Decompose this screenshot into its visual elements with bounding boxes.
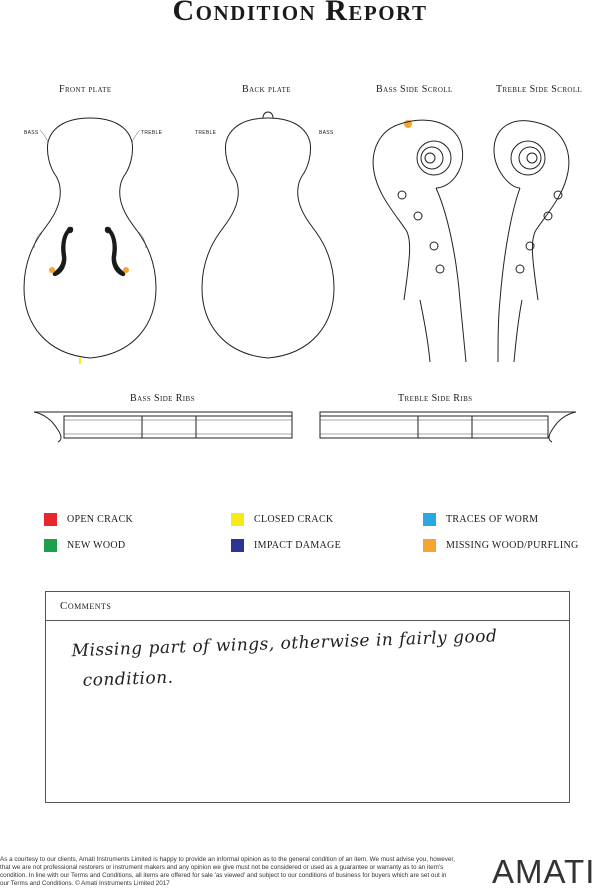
legend-impact-damage: IMPACT DAMAGE (231, 539, 341, 552)
front-plate-outline (24, 118, 156, 358)
handwritten-line-1: Missing part of wings, otherwise in fairly good (71, 626, 498, 662)
legend-swatch (423, 513, 436, 526)
legend-swatch (44, 513, 57, 526)
back-treble-label: treble (195, 129, 217, 136)
comments-box (45, 591, 570, 803)
disclaimer-text: As a courtesy to our clients, Amati Instruments Limited is happy to provide an informal opinion as to the general condition of an item. We must advise you, however, that we are not professional restorers or instrument makers and any opinion we give must not be considered or used as a guarantee or warranty as to an item's condition. In line with our Terms and Conditions, all items are offered for sale 'as viewed' and subject to our conditions of business for buyers which are set out in our Terms and Conditions. © Amati Instruments Limited 2017 (0, 856, 455, 887)
bass-scroll-outline (373, 120, 466, 362)
front-bass-label: bass (24, 129, 39, 136)
legend-traces-of-worm: TRACES OF WORM (423, 513, 538, 526)
treble-side-ribs-label: Treble Side Ribs (398, 393, 473, 404)
back-plate-outline (202, 112, 334, 358)
legend-open-crack: OPEN CRACK (44, 513, 133, 526)
treble-ribs-outline (320, 412, 576, 442)
handwritten-comment (71, 620, 543, 696)
bass-side-scroll-label: Bass Side Scroll (376, 84, 453, 95)
front-plate-label: Front plate (59, 84, 112, 95)
back-plate-label: Back plate (242, 84, 291, 95)
legend-swatch (423, 539, 436, 552)
back-bass-label: bass (319, 129, 334, 136)
page-title: Condition Report (172, 0, 428, 27)
legend-closed-crack: CLOSED CRACK (231, 513, 333, 526)
legend-swatch (231, 539, 244, 552)
bass-side-ribs-label: Bass Side Ribs (130, 393, 195, 404)
legend-new-wood: NEW WOOD (44, 539, 125, 552)
missing-wood-markers (49, 120, 412, 273)
bass-ribs-outline (34, 412, 292, 442)
front-treble-label: treble (141, 129, 163, 136)
handwritten-line-2: condition. (82, 667, 174, 691)
legend-missing-wood: MISSING WOOD/PURFLING (423, 539, 579, 552)
legend-swatch (231, 513, 244, 526)
legend-swatch (44, 539, 57, 552)
f-holes (53, 227, 125, 276)
treble-side-scroll-label: Treble Side Scroll (496, 84, 583, 95)
treble-scroll-outline (494, 121, 569, 362)
amati-logo: AMATI (492, 853, 596, 890)
comments-heading: Comments (46, 592, 569, 621)
